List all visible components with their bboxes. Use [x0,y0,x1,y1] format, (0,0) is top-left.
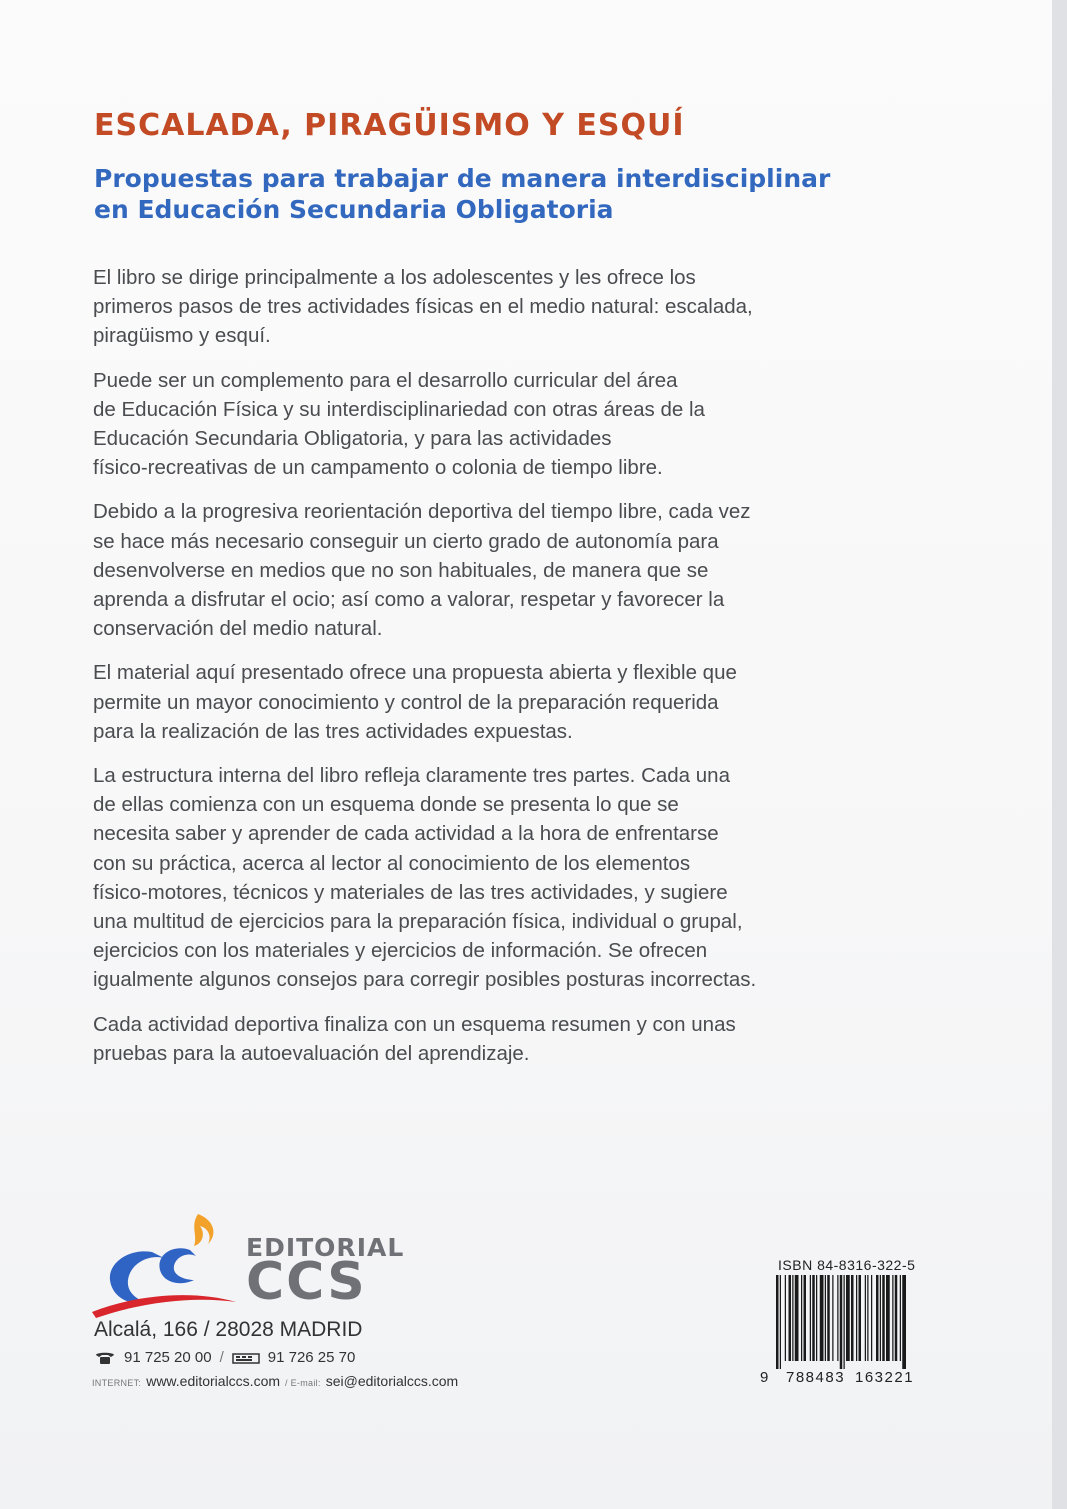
barcode-bar [886,1275,890,1361]
text-line: La estructura interna del libro refleja claramente tres partes. Cada una [93,764,730,788]
text-line: Puede ser un complemento para el desarrollo curricular del área [93,368,678,392]
description-paragraph [93,761,873,995]
subtitle-line: en Educación Secundaria Obligatoria [94,195,614,224]
barcode-bar [851,1275,854,1361]
publisher-web [92,1373,458,1389]
barcode-bar [856,1275,857,1361]
text-line: necesita saber y aprender de cada actividad a la hora de enfrentarse [93,822,719,846]
text-line: se hace más necesario conseguir un cierto grado de autonomía para [93,529,719,553]
barcode-bar [776,1275,779,1369]
publisher-brand-top: EDITORIAL [246,1233,405,1262]
barcode-bar [900,1275,901,1361]
text-line: El material aquí presentado ofrece una propuesta abierta y flexible que [93,661,737,685]
publisher-brand-main: CCS [246,1252,367,1312]
isbn-label: ISBN 84-8316-322-5 [778,1257,916,1273]
text-line: Cada actividad deportiva finaliza con un esquema resumen y con unas [93,1012,736,1036]
barcode-bar [837,1275,838,1361]
barcode-bar [816,1275,817,1361]
text-line: El libro se dirige principalmente a los adolescentes y les ofrece los [93,266,696,289]
ean-right-digits: 163221 [855,1369,915,1386]
text-line: permite un mayor conocimiento y control de la preparación requerida [93,690,719,714]
barcode-bar [895,1275,898,1361]
publisher-address: Alcalá, 166 / 28028 MADRID [94,1318,363,1341]
phone-number: 91 725 20 00 [124,1349,212,1366]
barcode-bar [865,1275,866,1361]
description [93,263,873,1083]
text-line: Debido a la progresiva reorientación deportiva del tiempo libre, cada vez [93,500,751,524]
barcode-bar [812,1275,815,1361]
barcode-bar [825,1275,826,1361]
text-line: primeros pasos de tres actividades físicas en el medio natural: escalada, [93,295,753,319]
barcode-bar [846,1275,850,1361]
logo-orange-flame [194,1214,213,1246]
text-line: Educación Secundaria Obligatoria, y para las actividades [93,427,612,451]
description-paragraph [93,658,873,746]
barcode-bar [840,1275,843,1369]
text-line: ejercicios con los materiales y ejercicios de información. Se ofrecen [93,939,708,963]
ean-left-digits: 788483 [786,1369,846,1386]
text-line: físico-recreativas de un campamento o colonia de tiempo libre. [93,456,663,480]
contact-separator: / [219,1349,224,1366]
description-paragraph [93,497,873,643]
internet-label: INTERNET: [92,1378,142,1388]
text-line: aprenda a disfrutar el ocio; así como a valorar, respetar y favorecer la [93,588,725,612]
telephone-icon [94,1351,116,1365]
barcode-bar [902,1275,906,1369]
text-line: igualmente algunos consejos para corregir posibles posturas incorrectas. [93,968,757,992]
barcode-bar [832,1275,833,1361]
barcode-bar [882,1275,885,1361]
email-label: / E-mail: [285,1378,321,1388]
subtitle-line: Propuestas para trabajar de manera interdisciplinar [94,164,831,193]
text-line: una multitud de ejercicios para la preparación física, individual o grupal, [93,910,743,934]
text-line: conservación del medio natural. [93,617,383,641]
barcode-bar [892,1275,893,1361]
description-paragraph [93,1010,873,1068]
barcode-bar [792,1275,793,1361]
text-line: piragüismo y esquí. [93,324,271,348]
text-line: de ellas comienza con un esquema donde se presenta lo que se [93,793,679,817]
description-paragraph [93,366,873,483]
barcode-bar [801,1275,802,1361]
book-subtitle [94,163,830,225]
fax-number: 91 726 25 70 [267,1349,356,1366]
website-link[interactable]: www.editorialccs.com [146,1373,281,1389]
isbn-barcode-block [760,1255,940,1395]
text-line: con su práctica, acerca al lector al conocimiento de los elementos [93,851,691,875]
book-title: ESCALADA, PIRAGÜISMO Y ESQUÍ [94,108,685,143]
barcode-bar [789,1275,792,1361]
barcode-bar [785,1275,786,1361]
barcode-icon [774,1275,940,1369]
description-paragraph [93,263,873,351]
barcode-bar [810,1275,811,1361]
barcode-bar [780,1275,781,1369]
text-line: desenvolverse en medios que no son habituales, de manera que se [93,558,709,582]
barcode-bar [827,1275,830,1361]
text-line: de Educación Física y su interdisciplinariedad con otras áreas de la [93,397,705,421]
logo-blue-swoosh [110,1251,164,1303]
barcode-bar [804,1275,807,1361]
text-line: pruebas para la autoevaluación del aprendizaje. [93,1041,530,1065]
text-line: físico-motores, técnicos y materiales de las tres actividades, y sugiere [93,880,728,904]
text-line: para la realización de las tres actividades expuestas. [93,719,573,743]
barcode-bar [844,1275,845,1369]
barcode-bar [880,1275,881,1361]
ean-first-digit: 9 [760,1369,769,1386]
email-link[interactable]: sei@editorialccs.com [325,1373,459,1389]
barcode-bar [867,1275,868,1361]
barcode-bar [859,1275,862,1361]
logo-red-arc [92,1295,236,1318]
cover-edge [1052,0,1067,1509]
barcode-bar [876,1275,879,1361]
fax-icon [232,1352,260,1364]
barcode-bar [871,1275,872,1361]
barcode-bar [795,1275,799,1361]
logo-blue-swoosh [159,1248,196,1283]
barcode-bar [820,1275,824,1361]
publisher-contacts [94,1349,355,1366]
